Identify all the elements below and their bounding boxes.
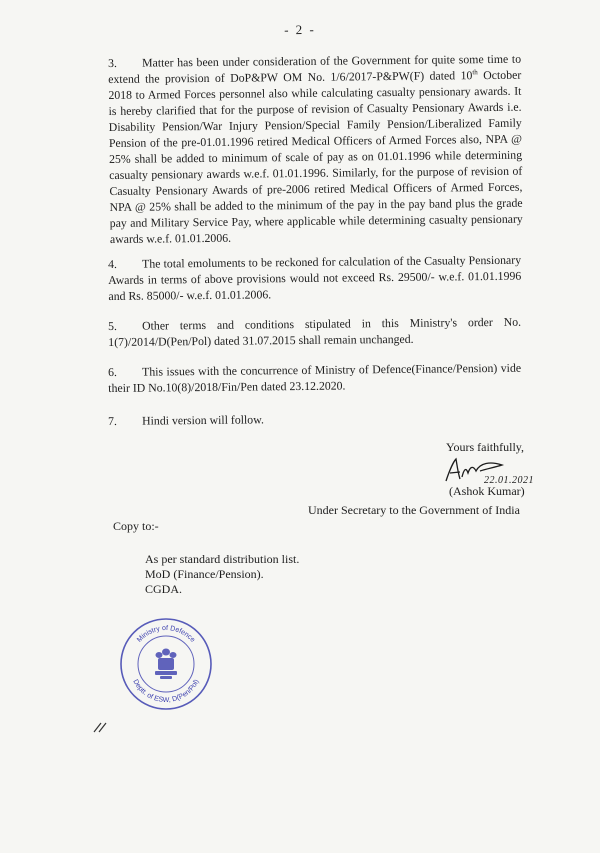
- svg-text:Deptt. of ESW, D(Pen/Pol): Deptt. of ESW, D(Pen/Pol): [131, 678, 201, 705]
- signatory-name: (Ashok Kumar): [449, 484, 525, 498]
- signature-date: 22.01.2021: [484, 475, 534, 486]
- paragraph-text: This issues with the concurrence of Ministry of Defence(Finance/Pension) vide their ID No.10(8)/2018/Fin/Pen dated 23.12.2020.: [108, 360, 522, 395]
- signatory-designation: Under Secretary to the Government of India: [308, 503, 520, 517]
- paragraph-5: [108, 314, 521, 350]
- paragraph-number: 3.: [108, 55, 118, 70]
- closing-salutation: Yours faithfully,: [446, 440, 525, 454]
- ministry-seal-icon: [118, 616, 214, 712]
- paragraph-text: Other terms and conditions stipulated in this Ministry's order No. 1(7)/2014/D(Pen/Pol) dated 31.07.2015 shall remain unchanged.: [108, 314, 522, 349]
- paragraph-text: October 2018 to Armed Forces personnel also while calculating casualty pensionary awards. It is hereby clarified that for the purpose of revision of Casualty Pensionary Awards i.e. Disability Pension/War Injury Pension/Special Family Pension/Liberalized Family Pension of the pre-01.01.1996 retired Medical Officers of Armed Forces also, NPA @ 25% shall be added to minimum of scale of pay as on 01.01.1996 while determining casualty pensionary awards w.e.f. 01.01.1996. Similarly, for the purpose of revision of Casualty Pensionary Awards of pre-2006 retired Medical Officers of Armed Forces, NPA @ 25% shall be added to the minimum of the pay in the pay band plus the grade pay and Military Service Pay, where applicable while determining casualty pensionary awards w.e.f. 01.01.2006.: [108, 67, 523, 246]
- paragraph-number: 7.: [108, 413, 118, 428]
- margin-mark-icon: [92, 720, 108, 734]
- copy-to-label: Copy to:-: [113, 519, 159, 533]
- page-number: - 2 -: [284, 21, 316, 38]
- paragraph-text: The total emoluments to be reckoned for calculation of the Casualty Pensionary Awards in terms of above provisions would not exceed Rs. 29500/- w.e.f. 01.01.1996 and Rs. 85000/- w.e.f. 01.01.2006.: [108, 252, 522, 303]
- paragraph-number: 6.: [108, 364, 118, 379]
- superscript: th: [472, 68, 478, 77]
- paragraph-number: 5.: [108, 318, 118, 333]
- paragraph-7: [108, 409, 521, 429]
- list-item: CGDA.: [145, 582, 183, 596]
- list-item: As per standard distribution list.: [145, 552, 300, 566]
- paragraph-4: [108, 252, 521, 304]
- paragraph-text: Matter has been under consideration of the Government for quite some time to extend the provision of DoP&PW OM No. 1/6/2017-P&PW(F) dated 10: [108, 51, 522, 86]
- list-item: MoD (Finance/Pension).: [145, 567, 264, 581]
- svg-text:Ministry of Defence: Ministry of Defence: [136, 624, 197, 644]
- paragraph-3: [108, 51, 523, 247]
- paragraph-text: Hindi version will follow.: [142, 412, 264, 428]
- paragraph-6: [108, 360, 521, 396]
- paragraph-number: 4.: [108, 256, 118, 271]
- copy-list: [145, 552, 299, 597]
